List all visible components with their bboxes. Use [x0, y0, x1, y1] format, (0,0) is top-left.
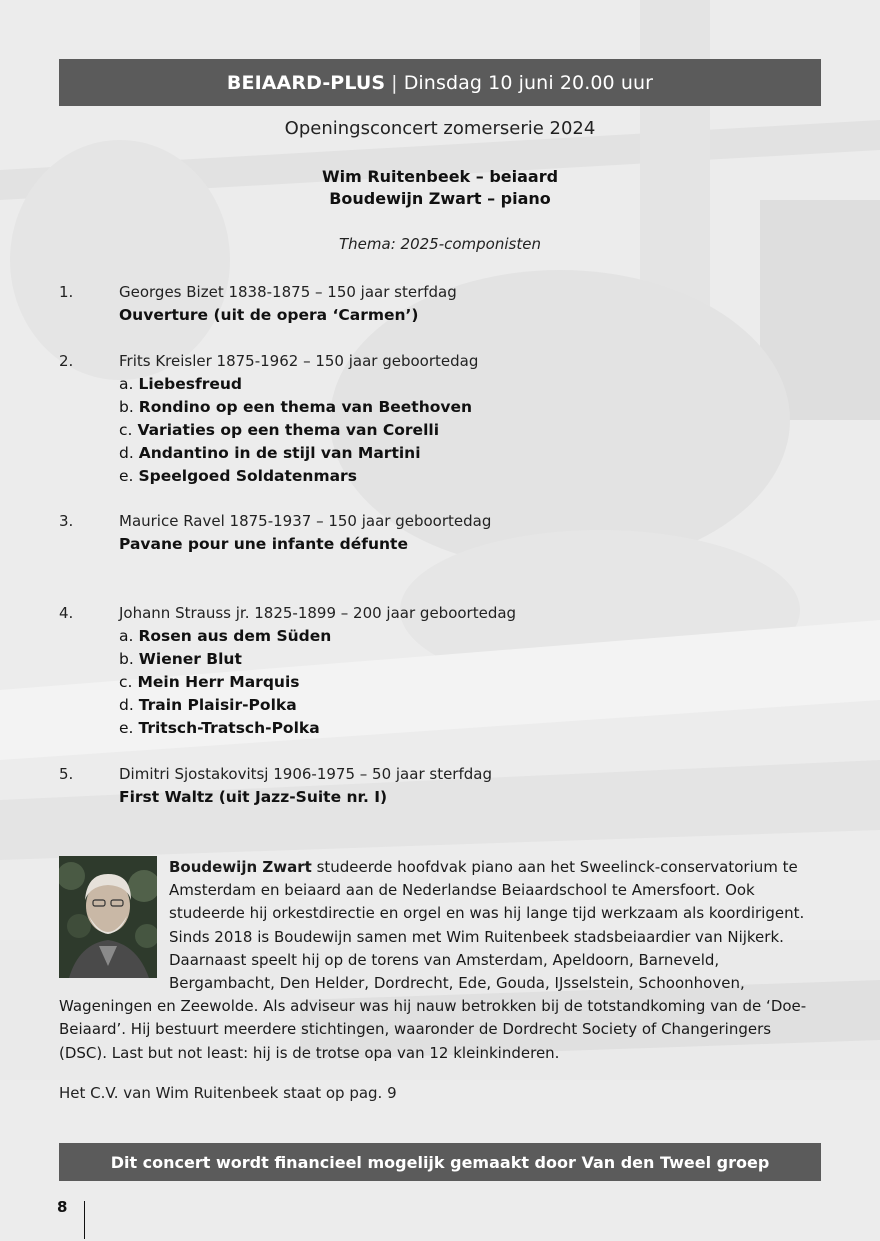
cv-reference: Het C.V. van Wim Ruitenbeek staat op pag. 9 — [59, 1084, 397, 1102]
header-separator: | — [391, 71, 398, 94]
performer-carillon: Wim Ruitenbeek – beiaard — [321, 167, 559, 186]
sponsor-footer-bar — [59, 1143, 821, 1181]
sponsor-text: Dit concert wordt financieel mogelijk gemaakt door Van den Tweel groep — [110, 1152, 770, 1172]
bio-name: Boudewijn Zwart — [169, 858, 312, 876]
page-number: 8 — [57, 1198, 68, 1216]
work-title: a. Liebesfreud — [119, 375, 243, 393]
work-title: c. Variaties op een thema van Corelli — [119, 421, 440, 439]
composer-line: Frits Kreisler 1875-1962 – 150 jaar geboortedag — [119, 352, 479, 370]
work-title: d. Train Plaisir-Polka — [119, 696, 297, 714]
biography — [59, 856, 823, 1065]
composer-line: Dimitri Sjostakovitsj 1906-1975 – 50 jaar sterfdag — [119, 765, 492, 783]
work-title: d. Andantino in de stijl van Martini — [119, 444, 421, 462]
series-title: BEIAARD-PLUS — [226, 71, 386, 94]
work-title: c. Mein Herr Marquis — [119, 673, 300, 691]
work-title: e. Speelgoed Soldatenmars — [119, 467, 357, 485]
work-title: Ouverture (uit de opera ‘Carmen’) — [119, 306, 419, 324]
program-number: 5. — [59, 765, 74, 783]
program-number: 3. — [59, 512, 74, 530]
concert-theme: Thema: 2025-componisten — [339, 235, 541, 253]
work-title: Pavane pour une infante défunte — [119, 535, 408, 553]
program-number: 1. — [59, 283, 74, 301]
work-title: First Waltz (uit Jazz-Suite nr. I) — [119, 788, 388, 806]
program-number: 2. — [59, 352, 74, 370]
work-title: a. Rosen aus dem Süden — [119, 627, 332, 645]
event-header-bar — [59, 59, 821, 106]
page-number-rule — [84, 1201, 85, 1239]
portrait-photo — [59, 856, 157, 978]
bio-text: studeerde hoofdvak piano aan het Sweelinck-conservatorium te Amsterdam en beiaard aan de Nederlandse Beiaardschool te Amersfoort. Ook studeerde hij orkestdirectie en orgel en was hij lange tijd werkzaam als koordirigent. Sinds 2018 is Boudewijn samen met Wim Ruitenbeek stadsbeiaardier van Nijkerk. Daarnaast speelt hij op de torens van Amsterdam, Apeldoorn, Barneveld, Bergambacht, Den Helder, Dordrecht, Ede, Gouda, IJsselstein, Schoonhoven, Wageningen en Zeewolde. Als adviseur was hij nauw betrokken bij de totstandkoming van de ‘Doe-Beiaard’. Hij bestuurt meerdere stichtingen, waaronder de Dordrecht Society of Changeringers (DSC). Last but not least: hij is de trotse opa van 12 kleinkinderen. — [59, 858, 807, 1062]
performers — [0, 166, 880, 210]
composer-line: Georges Bizet 1838-1875 – 150 jaar sterfdag — [119, 283, 457, 301]
work-title: b. Wiener Blut — [119, 650, 242, 668]
work-title: e. Tritsch-Tratsch-Polka — [119, 719, 320, 737]
program-number: 4. — [59, 604, 74, 622]
event-date: Dinsdag 10 juni 20.00 uur — [403, 71, 654, 94]
work-title: b. Rondino op een thema van Beethoven — [119, 398, 473, 416]
concert-subtitle: Openingsconcert zomerserie 2024 — [284, 118, 596, 139]
composer-line: Johann Strauss jr. 1825-1899 – 200 jaar geboortedag — [119, 604, 517, 622]
composer-line: Maurice Ravel 1875-1937 – 150 jaar geboortedag — [119, 512, 492, 530]
performer-piano: Boudewijn Zwart – piano — [329, 189, 551, 208]
